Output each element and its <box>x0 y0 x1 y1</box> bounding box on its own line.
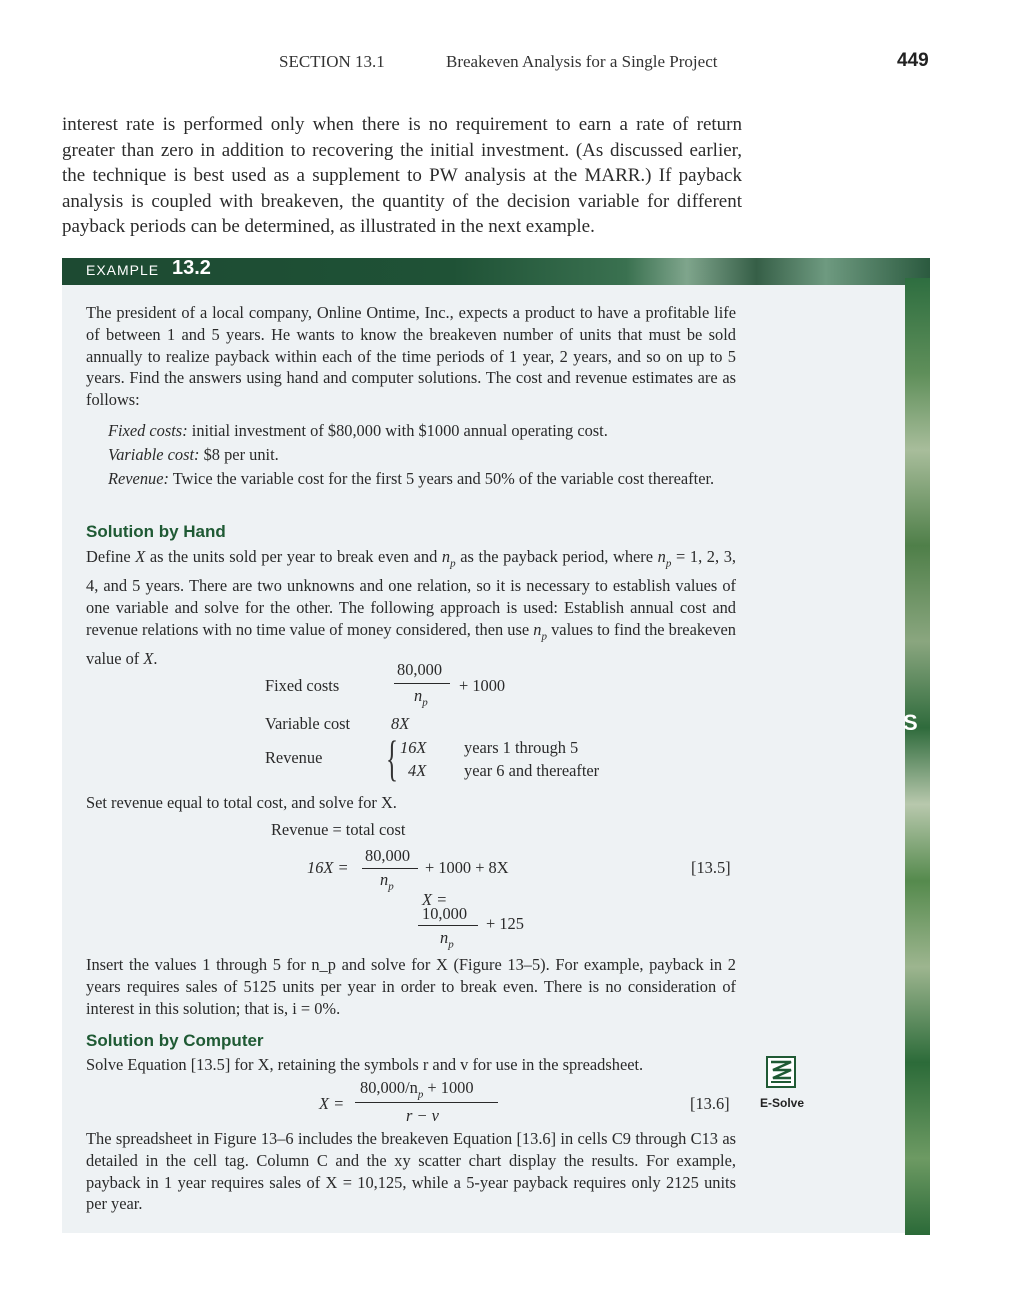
eq-x-denominator: $n_p$ <box>440 928 454 951</box>
eq-x-fraction-bar <box>418 925 478 926</box>
revenue-value-1: 16X <box>400 738 427 757</box>
eq-13-6-fraction-bar <box>355 1102 498 1103</box>
estimate-label: Fixed costs: <box>108 421 188 440</box>
estimate-text: Twice the variable cost for the first 5 years and 50% of the variable cost thereafter. <box>172 469 715 488</box>
eq-13-5-lhs: 16X = <box>307 858 349 877</box>
hand-paragraph-2: Insert the values 1 through 5 for n_p and solve for X (Figure 13–5). For example, payback in 2 years requires sales of 5125 units per year in order to break even. There is no consideration of interest in this solution; that is, i = 0%. <box>86 955 736 1018</box>
hand-paragraph-1: Define X as the units sold per year to break even and $n_p$ as the payback period, where $n_p = 1$, 2, 3, 4, and 5 years. There are two unknowns and one relation, so it is necessary to establish values of one variable and solve for the other. The following approach is used: Establish annual cost and revenue relations with no time value of money considered, then use $n_p$ values to find the breakeven value of X. <box>86 547 737 668</box>
variable-cost-value: 8X <box>391 714 410 733</box>
eq-13-5-numerator: 80,000 <box>365 846 411 865</box>
estimate-variable <box>108 444 762 466</box>
eq-x-rhs: + 125 <box>486 914 524 933</box>
equation-revenue-equals-cost: Revenue = total cost <box>271 820 406 839</box>
example-number: 13.2 <box>172 257 211 279</box>
e-solve-icon[interactable] <box>766 1056 796 1088</box>
estimate-text: initial investment of $80,000 with $1000 annual operating cost. <box>191 421 608 440</box>
eq-13-6-lhs: X = <box>319 1094 345 1113</box>
set-revenue-line: Set revenue equal to total cost, and solve for X. <box>86 793 397 812</box>
revenue-brace: { <box>386 730 398 786</box>
estimate-revenue <box>108 468 762 490</box>
revenue-period-2: year 6 and thereafter <box>464 761 600 780</box>
estimate-label: Variable cost: <box>108 445 200 464</box>
intro-paragraph: interest rate is performed only when there is no requirement to earn a rate of return greater than zero in addition to recovering the initial investment. (As discussed earlier, the technique is best used as a supplement to PW analysis at the MARR.) If payback analysis is coupled with breakeven, the quantity of the decision variable for different payback periods can be determined, as illustrated in the next example. <box>62 114 742 238</box>
e-solve-label: E-Solve <box>760 1096 805 1110</box>
section-label: SECTION 13.1 <box>279 52 385 71</box>
computer-paragraph-1: Solve Equation [13.5] for X, retaining the symbols r and v for use in the spreadsheet. <box>86 1055 644 1074</box>
eq-13-5-denominator: $n_p$ <box>380 870 394 893</box>
label-fixed-costs: Fixed costs <box>265 676 340 695</box>
estimate-text: $8 per unit. <box>203 445 279 464</box>
eq-x-lhs: X = <box>422 890 448 909</box>
problem-statement: The president of a local company, Online Ontime, Inc., expects a product to have a profitable life of between 1 and 5 years. He wants to know the breakeven number of units that must be sold annually to realize payback within each of the time periods of 1 year, 2 years, and so on up to 5 years. Find the answers using hand and computer solutions. The cost and revenue estimates are as follows: <box>86 303 736 410</box>
example-label: EXAMPLE <box>86 262 160 278</box>
computer-paragraph-2: The spreadsheet in Figure 13–6 includes the breakeven Equation [13.6] in cells C9 through C13 as detailed in the cell tag. Column C and the xy scatter chart display the results. For example, payback in 1 year requires sales of X = 10,125, while a 5-year payback requires only 2125 units per year. <box>86 1129 736 1214</box>
strip-letter: S <box>903 710 918 735</box>
fixed-denominator: $n_p$ <box>414 686 428 709</box>
fixed-plus-term: + 1000 <box>459 676 506 695</box>
revenue-period-1: years 1 through 5 <box>464 738 579 757</box>
eq-x-numerator: 10,000 <box>422 904 468 923</box>
eq-13-5-tag: [13.5] <box>691 858 731 877</box>
label-revenue: Revenue <box>265 748 323 767</box>
estimate-label: Revenue: <box>108 469 169 488</box>
fixed-fraction-bar <box>394 683 450 684</box>
heading-solution-by-computer: Solution by Computer <box>86 1031 264 1050</box>
eq-13-5-rhs: + 1000 + 8X <box>425 858 509 877</box>
eq-13-6-denominator: r − v <box>406 1106 439 1125</box>
fixed-numerator: 80,000 <box>397 660 443 679</box>
decorative-green-strip <box>905 278 930 1235</box>
estimate-fixed <box>108 420 762 442</box>
heading-solution-by-hand: Solution by Hand <box>86 522 226 541</box>
eq-13-5-fraction-bar <box>362 868 418 869</box>
eq-13-6-numerator: $80,000/n_p + 1000$ <box>360 1078 474 1101</box>
page-number: 449 <box>897 50 929 71</box>
eq-13-6-tag: [13.6] <box>690 1094 730 1113</box>
revenue-value-2: 4X <box>408 761 427 780</box>
running-title: Breakeven Analysis for a Single Project <box>446 52 718 71</box>
e-solve-glyph <box>768 1058 794 1086</box>
label-variable-cost: Variable cost <box>265 714 351 733</box>
